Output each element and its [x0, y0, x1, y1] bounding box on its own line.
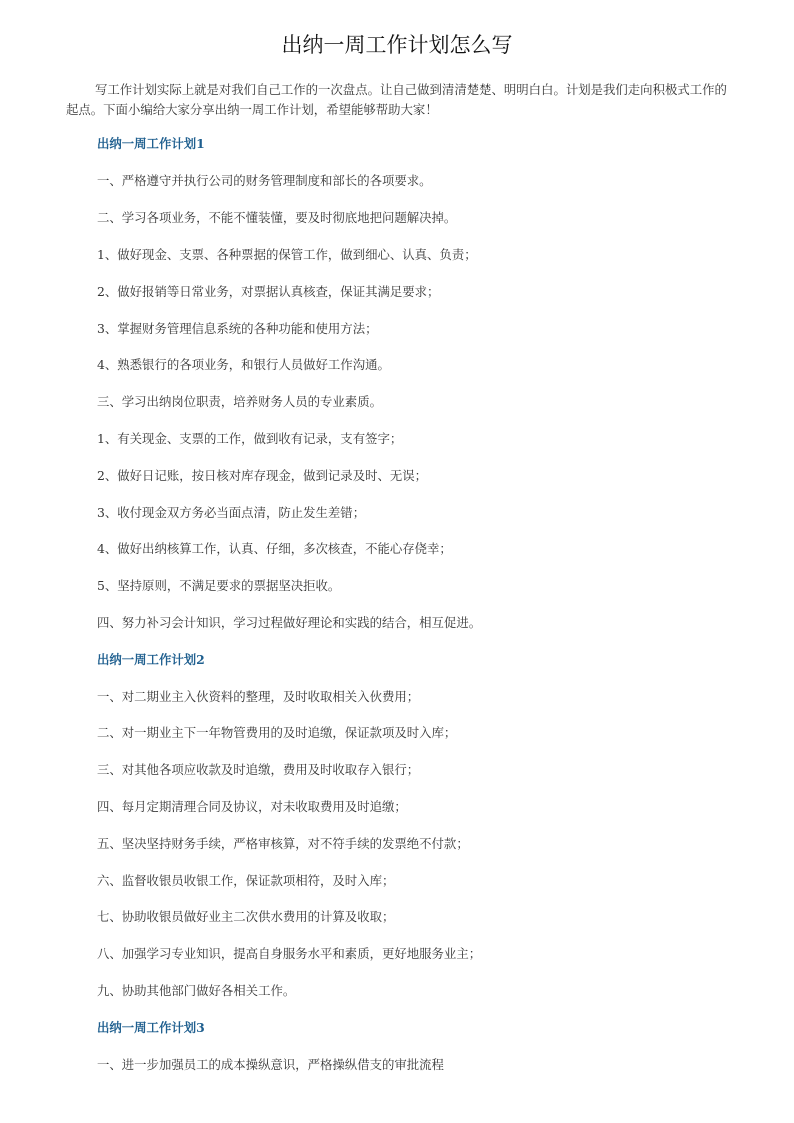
list-item: 3、收付现金双方务必当面点清，防止发生差错；: [97, 505, 366, 520]
list-item: 三、学习出纳岗位职责，培养财务人员的专业素质。: [97, 394, 382, 409]
section-heading-3: 出纳一周工作计划3: [97, 1020, 205, 1035]
list-item: 3、掌握财务管理信息系统的各种功能和使用方法；: [97, 321, 378, 336]
list-item: 五、坚决坚持财务手续，严格审核算，对不符手续的发票绝不付款；: [97, 836, 469, 851]
list-item: 一、严格遵守并执行公司的财务管理制度和部长的各项要求。: [97, 173, 432, 188]
list-item: 2、做好报销等日常业务，对票据认真核查，保证其满足要求；: [97, 284, 440, 299]
list-item: 七、协助收银员做好业主二次供水费用的计算及收取；: [97, 909, 395, 924]
list-item: 六、监督收银员收银工作，保证款项相符，及时入库；: [97, 873, 395, 888]
list-item: 三、对其他各项应收款及时追缴，费用及时收取存入银行；: [97, 762, 420, 777]
list-item: 2、做好日记账，按日核对库存现金，做到记录及时、无误；: [97, 468, 428, 483]
list-item: 4、熟悉银行的各项业务，和银行人员做好工作沟通。: [97, 357, 390, 372]
list-item: 5、坚持原则，不满足要求的票据坚决拒收。: [97, 578, 341, 593]
list-item: 九、协助其他部门做好各相关工作。: [97, 983, 296, 998]
list-item: 四、努力补习会计知识，学习过程做好理论和实践的结合，相互促进。: [97, 615, 482, 630]
list-item: 二、对一期业主下一年物管费用的及时追缴，保证款项及时入库；: [97, 725, 457, 740]
list-item: 4、做好出纳核算工作，认真、仔细，多次核查，不能心存侥幸；: [97, 541, 452, 556]
list-item: 二、学习各项业务，不能不懂装懂，要及时彻底地把问题解决掉。: [97, 210, 457, 225]
section-heading-1: 出纳一周工作计划1: [97, 136, 205, 151]
list-item: 一、对二期业主入伙资料的整理，及时收取相关入伙费用；: [97, 689, 420, 704]
list-item: 八、加强学习专业知识，提高自身服务水平和素质，更好地服务业主；: [97, 946, 482, 961]
list-item: 1、有关现金、支票的工作，做到收有记录，支有签字；: [97, 431, 403, 446]
intro-paragraph: 写工作计划实际上就是对我们自己工作的一次盘点。让自己做到清清楚楚、明明白白。计划是我们走向积极式工作的起点。下面小编给大家分享出纳一周工作计划，希望能够帮助大家！: [66, 82, 727, 117]
document-title: 出纳一周工作计划怎么写: [281, 33, 513, 57]
list-item: 1、做好现金、支票、各种票据的保管工作，做到细心、认真、负责；: [97, 247, 477, 262]
section-heading-2: 出纳一周工作计划2: [97, 652, 205, 667]
list-item: 四、每月定期清理合同及协议，对未收取费用及时追缴；: [97, 799, 407, 814]
list-item: 一、进一步加强员工的成本操纵意识，严格操纵借支的审批流程: [97, 1057, 444, 1072]
